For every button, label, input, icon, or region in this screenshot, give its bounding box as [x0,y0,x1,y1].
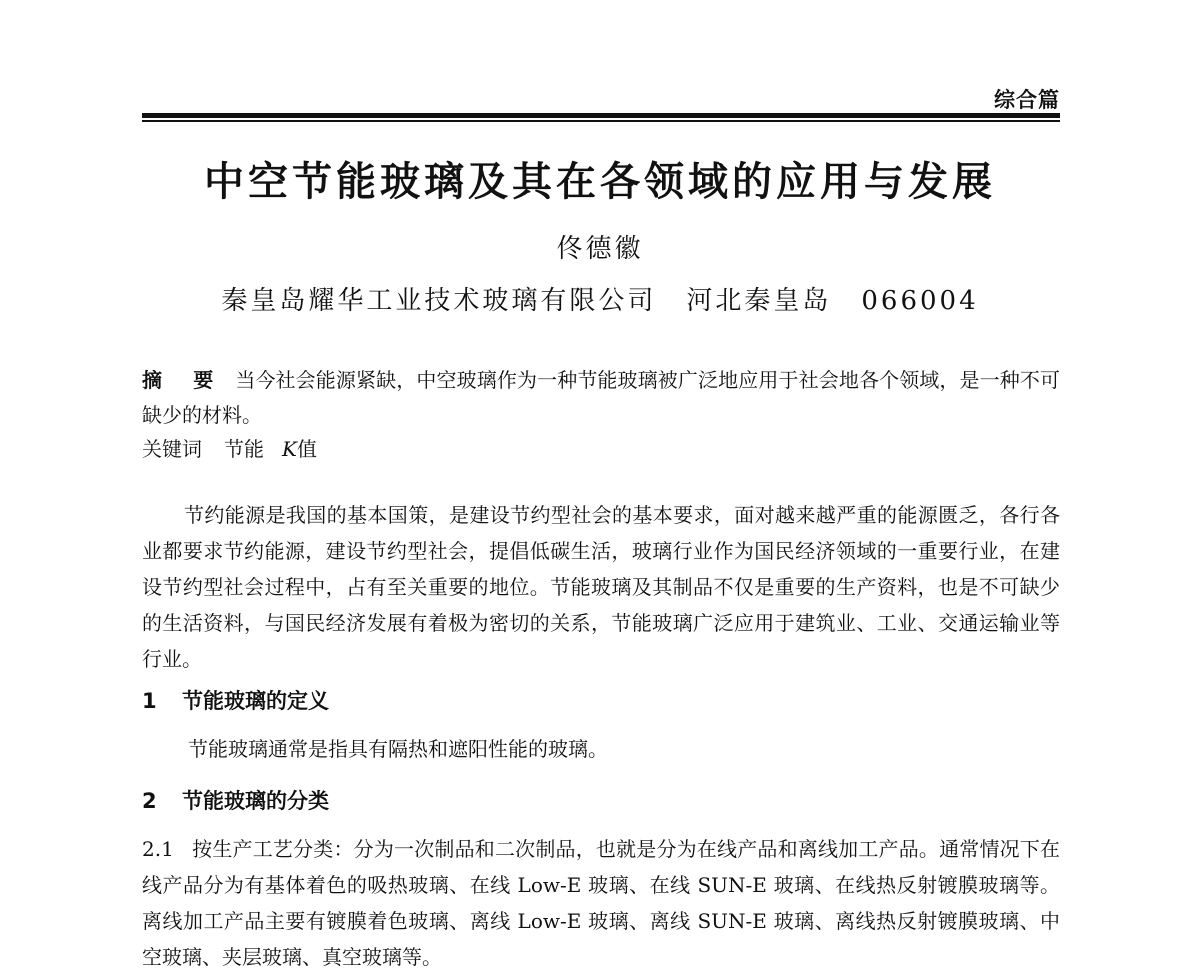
keyword-item: 节能 [224,437,264,461]
section-tag: 综合篇 [994,88,1060,112]
article-title: 中空节能玻璃及其在各领域的应用与发展 [204,159,996,205]
subsection-number: 2.1 [142,837,174,861]
section-title: 节能玻璃的分类 [182,789,329,813]
subsection-paragraph [142,831,1060,975]
keyword-item: K [282,437,297,461]
section-number: 1 [142,689,157,713]
affiliation-postcode: 066004 [861,286,979,316]
subsection-body: 按生产工艺分类：分为一次制品和二次制品，也就是分为在线产品和离线加工产品。通常情况下在线产品分为有基体着色的吸热玻璃、在线 Low-E 玻璃、在线 SUN-E 玻璃、在线热反射镀膜玻璃等。离线加工产品主要有镀膜着色玻璃、离线 Low-E 玻璃、离线 SUN-E 玻璃、离线热反射镀膜玻璃、中空玻璃、夹层玻璃、真空玻璃等。 [142,837,1060,969]
keywords-label: 关键词 [142,437,202,461]
header-rule-thick [142,113,1060,118]
author-name: 佟德徽 [556,234,644,264]
section-number: 2 [142,789,157,813]
section-title: 节能玻璃的定义 [182,689,329,713]
section-heading [142,685,329,715]
affiliation-location: 河北秦皇岛 [686,286,832,316]
affiliation-org: 秦皇岛耀华工业技术玻璃有限公司 [221,286,657,316]
section-heading [142,785,329,815]
intro-paragraph: 节约能源是我国的基本国策，是建设节约型社会的基本要求，面对越来越严重的能源匮乏，各行各业都要求节约能源，建设节约型社会，提倡低碳生活，玻璃行业作为国民经济领域的一重要行业，在建设节约型社会过程中，占有至关重要的地位。节能玻璃及其制品不仅是重要的生产资料，也是不可缺少的生活资料，与国民经济发展有着极为密切的关系，节能玻璃广泛应用于建筑业、工业、交通运输业等行业。 [142,503,1060,671]
abstract-text: 当今社会能源紧缺，中空玻璃作为一种节能玻璃被广泛地应用于社会地各个领域，是一种不可缺少的材料。 [142,368,1061,427]
keywords [142,432,1060,467]
header-rule-thin [142,120,1060,122]
keyword-item: 值 [296,437,317,461]
abstract [142,363,1060,433]
section-body: 节能玻璃通常是指具有隔热和遮阳性能的玻璃。 [188,737,608,761]
abstract-label: 摘 要 [142,368,226,392]
affiliation [0,280,1200,317]
